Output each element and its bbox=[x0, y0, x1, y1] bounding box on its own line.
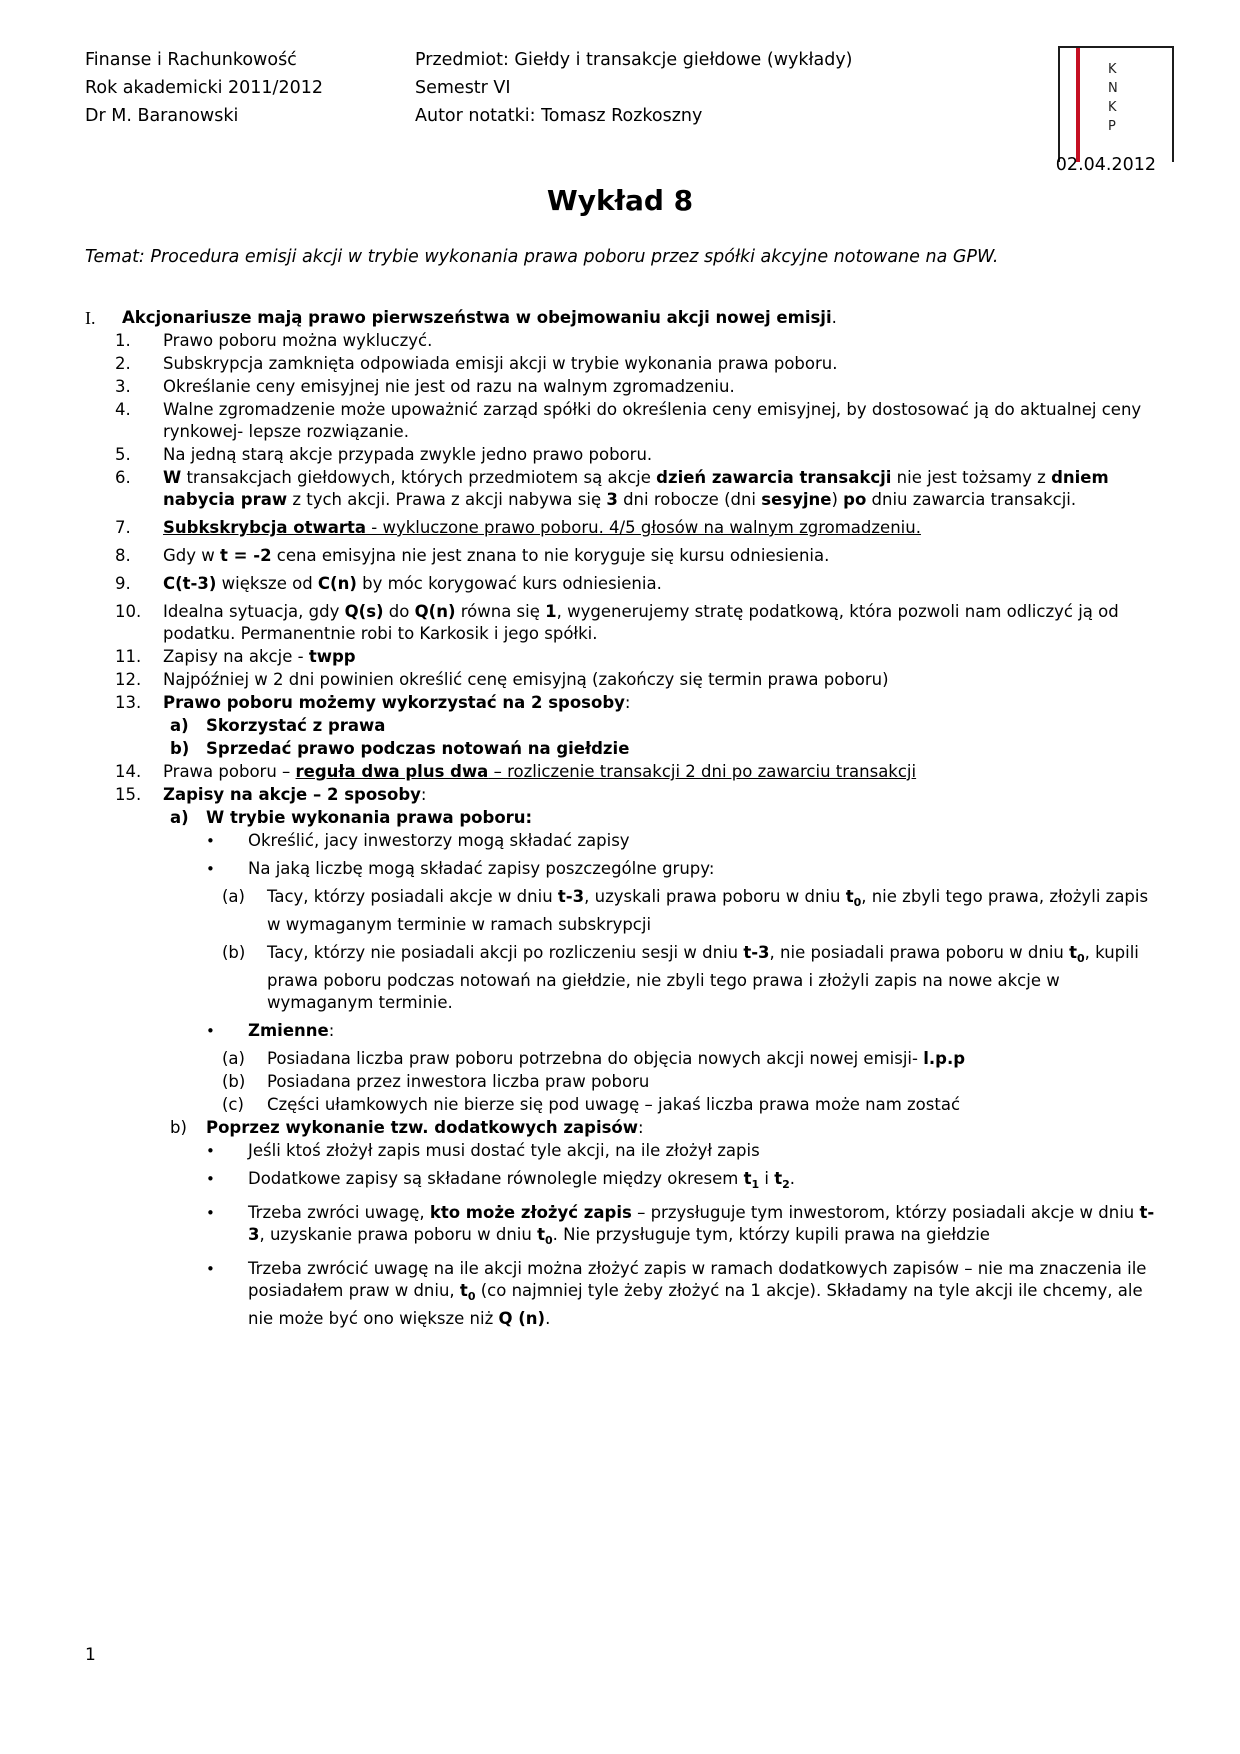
list-text bbox=[163, 784, 1160, 806]
list-text bbox=[163, 376, 1160, 398]
text-run: t-3 bbox=[248, 1203, 1155, 1244]
list-text bbox=[267, 942, 1160, 1014]
list-marker: 13. bbox=[115, 693, 142, 712]
list-item bbox=[85, 692, 1160, 714]
text-run: dniem nabycia praw bbox=[163, 468, 1109, 509]
list-marker: 7. bbox=[115, 518, 131, 537]
text-run: i bbox=[759, 1169, 775, 1188]
list-text bbox=[163, 353, 1160, 375]
list-item bbox=[85, 784, 1160, 806]
list-item bbox=[85, 467, 1160, 511]
list-item bbox=[85, 830, 1160, 852]
list-marker: 9. bbox=[115, 574, 131, 593]
list-text bbox=[267, 1094, 1160, 1116]
list-item bbox=[85, 715, 1160, 737]
text-run: Posiadana przez inwestora liczba praw poboru bbox=[267, 1072, 650, 1091]
knkp-logo bbox=[1058, 46, 1174, 162]
text-run: 0 bbox=[1077, 952, 1085, 965]
text-run: Walne zgromadzenie może upoważnić zarząd spółki do określenia ceny emisyjnej, by dostosować ją do aktualnej ceny rynkowej- lepsze rozwiązanie. bbox=[163, 400, 1142, 441]
bullet-marker: • bbox=[206, 832, 215, 850]
text-run: Trzeba zwróci uwagę, bbox=[248, 1203, 430, 1222]
text-run: Skorzystać z prawa bbox=[206, 716, 386, 735]
logo-red-stripe bbox=[1076, 48, 1080, 162]
text-run: W trybie wykonania prawa poboru: bbox=[206, 808, 533, 827]
list-marker: 2. bbox=[115, 354, 131, 373]
text-run: Na jaką liczbę mogą składać zapisy poszczególne grupy: bbox=[248, 859, 715, 878]
list-text bbox=[206, 1117, 1160, 1139]
list-text bbox=[163, 692, 1160, 714]
list-marker: b) bbox=[170, 1118, 187, 1137]
list-text bbox=[163, 761, 1160, 783]
text-run: t bbox=[743, 1169, 752, 1188]
semester-line: Semestr VI bbox=[415, 78, 511, 98]
text-run: dzień zawarcia transakcji bbox=[656, 468, 892, 487]
text-run: 1 bbox=[751, 1178, 760, 1191]
list-item bbox=[85, 858, 1160, 880]
text-run: 2 bbox=[782, 1178, 790, 1191]
text-run: Idealna sytuacja, gdy bbox=[163, 602, 345, 621]
text-run: ) bbox=[831, 490, 844, 509]
text-run: . bbox=[545, 1309, 551, 1328]
text-run: 0 bbox=[544, 1234, 553, 1247]
list-item bbox=[85, 1168, 1160, 1196]
list-marker: (a) bbox=[222, 1049, 245, 1068]
text-run: t bbox=[845, 887, 854, 906]
text-run: Części ułamkowych nie bierze się pod uwagę – jakaś liczba prawa może nam zostać bbox=[267, 1095, 961, 1114]
list-item bbox=[85, 307, 1160, 329]
text-run: t bbox=[774, 1169, 783, 1188]
list-item bbox=[85, 1258, 1160, 1330]
text-run: cena emisyjna nie jest znana to nie koryguje się kursu odniesienia. bbox=[271, 546, 830, 565]
text-run: z tych akcji. Prawa z akcji nabywa się bbox=[287, 490, 607, 509]
list-item bbox=[85, 1140, 1160, 1162]
bullet-marker: • bbox=[206, 1170, 215, 1188]
text-run: 0 bbox=[467, 1290, 476, 1303]
text-run: większe od bbox=[216, 574, 318, 593]
text-run: równa się bbox=[455, 602, 546, 621]
text-run: : bbox=[624, 693, 631, 712]
logo-letter: N bbox=[1108, 81, 1119, 96]
list-marker: 6. bbox=[115, 468, 131, 487]
list-item bbox=[85, 807, 1160, 829]
list-item bbox=[85, 1020, 1160, 1042]
text-run: transakcjach giełdowych, których przedmiotem są akcje bbox=[181, 468, 657, 487]
list-marker: I. bbox=[85, 308, 96, 328]
list-item bbox=[85, 738, 1160, 760]
list-text bbox=[163, 517, 1160, 539]
bullet-marker: • bbox=[206, 860, 215, 878]
list-marker: a) bbox=[170, 808, 189, 827]
text-run: l.p.p bbox=[923, 1049, 966, 1068]
text-run: Prawa poboru – bbox=[163, 762, 296, 781]
text-run: (co najmniej tyle żeby złożyć na 1 akcje). Składamy na tyle akcji ile chcemy, ale nie może być ono większe niż bbox=[248, 1281, 1143, 1328]
list-text bbox=[163, 601, 1160, 645]
text-run: t bbox=[459, 1281, 468, 1300]
list-text bbox=[163, 467, 1160, 511]
list-marker: b) bbox=[170, 739, 190, 758]
text-run: Q (n) bbox=[498, 1309, 546, 1328]
list-text bbox=[163, 399, 1160, 443]
text-run: . bbox=[831, 308, 837, 327]
lecture-date: 02.04.2012 bbox=[1055, 155, 1156, 175]
text-run: dni robocze (dni bbox=[617, 490, 762, 509]
list-marker: a) bbox=[170, 716, 189, 735]
text-run: 3 bbox=[606, 490, 618, 509]
list-marker: (a) bbox=[222, 887, 245, 906]
list-marker: (b) bbox=[222, 943, 246, 962]
text-run: W bbox=[163, 468, 182, 487]
header-left-block bbox=[85, 46, 323, 130]
list-marker: 14. bbox=[115, 762, 142, 781]
bullet-marker: • bbox=[206, 1022, 215, 1040]
list-marker: 3. bbox=[115, 377, 131, 396]
text-run: Tacy, którzy nie posiadali akcji po rozliczeniu sesji w dniu bbox=[267, 943, 744, 962]
text-run: dniu zawarcia transakcji. bbox=[866, 490, 1077, 509]
list-item bbox=[85, 517, 1160, 539]
list-marker: 10. bbox=[115, 602, 142, 621]
list-text bbox=[163, 669, 1160, 691]
text-run: Q(n) bbox=[414, 602, 456, 621]
text-run: Posiadana liczba praw poboru potrzebna do objęcia nowych akcji nowej emisji- bbox=[267, 1049, 924, 1068]
bullet-marker: • bbox=[206, 1260, 215, 1278]
list-item bbox=[85, 573, 1160, 595]
academic-year: Rok akademicki 2011/2012 bbox=[85, 78, 323, 98]
list-marker: 5. bbox=[115, 445, 131, 464]
list-text bbox=[248, 1168, 1160, 1196]
list-text bbox=[267, 1048, 1160, 1070]
list-marker: 4. bbox=[115, 400, 131, 419]
list-item bbox=[85, 1202, 1160, 1252]
text-run: t bbox=[537, 1225, 545, 1244]
list-text bbox=[122, 307, 1160, 329]
list-text bbox=[163, 330, 1160, 352]
text-run: . Nie przysługuje tym, którzy kupili prawa na giełdzie bbox=[552, 1225, 990, 1244]
list-item bbox=[85, 942, 1160, 1014]
list-text bbox=[206, 738, 1160, 760]
list-text bbox=[248, 1020, 1160, 1042]
logo-letter: P bbox=[1108, 119, 1117, 134]
list-item bbox=[85, 1094, 1160, 1116]
text-run: kto może złożyć zapis bbox=[429, 1203, 632, 1222]
text-run: - wykluczone prawo poboru. 4/5 głosów na walnym zgromadzeniu. bbox=[366, 518, 921, 537]
lecture-topic: Temat: Procedura emisji akcji w trybie wykonania prawa poboru przez spółki akcyjne notowane na GPW. bbox=[85, 247, 999, 267]
text-run: Q(s) bbox=[344, 602, 384, 621]
text-run: po bbox=[843, 490, 867, 509]
text-run: Sprzedać prawo podczas notowań na giełdzie bbox=[206, 739, 630, 758]
list-text bbox=[248, 1202, 1160, 1252]
list-text bbox=[163, 646, 1160, 668]
text-run: , nie zbyli tego prawa, złożyli zapis w wymaganym terminie w ramach subskrypcji bbox=[267, 887, 1149, 934]
text-run: , uzyskanie prawa poboru w dniu bbox=[259, 1225, 538, 1244]
bullet-marker: • bbox=[206, 1142, 215, 1160]
text-run: , kupili prawa poboru podczas notowań na giełdzie, nie zbyli tego prawa i złożyli zapis na nowe akcje w wymaganym terminie. bbox=[267, 943, 1139, 1012]
text-run: , nie posiadali prawa poboru w dniu bbox=[769, 943, 1070, 962]
list-text bbox=[267, 1071, 1160, 1093]
logo-letter: K bbox=[1108, 100, 1118, 115]
text-run: Zapisy na akcje – 2 sposoby bbox=[163, 785, 421, 804]
text-run: : bbox=[638, 1118, 644, 1137]
text-run: Zapisy na akcje - bbox=[163, 647, 309, 666]
text-run: nie jest tożsamy z bbox=[891, 468, 1052, 487]
text-run: Poprzez wykonanie tzw. dodatkowych zapisów bbox=[206, 1118, 639, 1137]
list-text bbox=[163, 545, 1160, 567]
bullet-marker: • bbox=[206, 1204, 215, 1222]
list-marker: 11. bbox=[115, 647, 142, 666]
text-run: Określić, jacy inwestorzy mogą składać zapisy bbox=[248, 831, 630, 850]
text-run: Tacy, którzy posiadali akcje w dniu bbox=[267, 887, 558, 906]
text-run: reguła dwa plus dwa bbox=[295, 762, 489, 781]
text-run: : bbox=[328, 1021, 335, 1040]
text-run: sesyjne bbox=[761, 490, 832, 509]
list-item bbox=[85, 646, 1160, 668]
list-marker: 12. bbox=[115, 670, 142, 689]
text-run: Akcjonariusze mają prawo pierwszeństwa w obejmowaniu akcji nowej emisji bbox=[122, 308, 832, 327]
text-run: C(n) bbox=[317, 574, 357, 593]
list-marker: (b) bbox=[222, 1072, 246, 1091]
subject-line: Przedmiot: Giełdy i transakcje giełdowe (wykłady) bbox=[415, 50, 853, 70]
text-run: do bbox=[383, 602, 415, 621]
list-item bbox=[85, 353, 1160, 375]
course-name: Finanse i Rachunkowość bbox=[85, 50, 297, 70]
list-item bbox=[85, 399, 1160, 443]
lecturer-name: Dr M. Baranowski bbox=[85, 106, 239, 126]
list-text bbox=[163, 444, 1160, 466]
logo-letters bbox=[1108, 60, 1119, 136]
list-item bbox=[85, 444, 1160, 466]
list-item bbox=[85, 376, 1160, 398]
text-run: – przysługuje tym inwestorom, którzy posiadali akcje w dniu bbox=[631, 1203, 1140, 1222]
list-text bbox=[248, 1258, 1160, 1330]
list-marker: 1. bbox=[115, 331, 131, 350]
text-run: t-3 bbox=[557, 887, 585, 906]
list-text bbox=[248, 858, 1160, 880]
text-run: . bbox=[789, 1169, 796, 1188]
text-run: – rozliczenie transakcji 2 dni po zawarciu transakcji bbox=[488, 762, 917, 781]
text-run: 1 bbox=[545, 602, 557, 621]
text-run: 0 bbox=[853, 896, 862, 909]
text-run: Określanie ceny emisyjnej nie jest od razu na walnym zgromadzeniu. bbox=[163, 377, 735, 396]
list-text bbox=[248, 830, 1160, 852]
page-number: 1 bbox=[85, 1645, 96, 1665]
text-run: Gdy w bbox=[163, 546, 221, 565]
text-run: Najpóźniej w 2 dni powinien określić cenę emisyjną (zakończy się termin prawa poboru) bbox=[163, 670, 889, 689]
list-item bbox=[85, 330, 1160, 352]
text-run: Trzeba zwrócić uwagę na ile akcji można złożyć zapis w ramach dodatkowych zapisów – nie ma znaczenia ile posiadałem praw w dniu, bbox=[248, 1259, 1147, 1300]
text-run: twpp bbox=[308, 647, 356, 666]
text-run: Prawo poboru można wykluczyć. bbox=[163, 331, 433, 350]
list-text bbox=[206, 807, 1160, 829]
list-item bbox=[85, 545, 1160, 567]
logo-letter: K bbox=[1108, 62, 1118, 77]
text-run: Subkskrybcja otwarta bbox=[163, 518, 366, 537]
text-run: Zmienne bbox=[248, 1021, 329, 1040]
list-item bbox=[85, 886, 1160, 936]
text-run: t bbox=[1069, 943, 1078, 962]
list-item bbox=[85, 601, 1160, 645]
list-item bbox=[85, 1071, 1160, 1093]
text-run: , wygenerujemy stratę podatkową, która pozwoli nam odliczyć ją od podatku. Permanentnie robi to Karkosik i jego spółki. bbox=[163, 602, 1119, 643]
list-item bbox=[85, 1048, 1160, 1070]
list-text bbox=[163, 573, 1160, 595]
page-title: Wykład 8 bbox=[546, 184, 694, 217]
author-line: Autor notatki: Tomasz Rozkoszny bbox=[415, 106, 703, 126]
text-run: , uzyskali prawa poboru w dniu bbox=[584, 887, 846, 906]
list-text bbox=[267, 886, 1160, 936]
text-run: Na jedną starą akcje przypada zwykle jedno prawo poboru. bbox=[163, 445, 653, 464]
text-run: Subskrypcja zamknięta odpowiada emisji akcji w trybie wykonania prawa poboru. bbox=[163, 354, 838, 373]
text-run: Prawo poboru możemy wykorzystać na 2 sposoby bbox=[163, 693, 625, 712]
list-item bbox=[85, 761, 1160, 783]
list-marker: 8. bbox=[115, 546, 131, 565]
list-text bbox=[248, 1140, 1160, 1162]
text-run: : bbox=[420, 785, 427, 804]
list-item bbox=[85, 1117, 1160, 1139]
text-run: by móc korygować kurs odniesienia. bbox=[356, 574, 662, 593]
notes-outline bbox=[85, 307, 1160, 1331]
text-run: C(t-3) bbox=[163, 574, 217, 593]
header-center-block bbox=[415, 46, 853, 130]
text-run: Jeśli ktoś złożył zapis musi dostać tyle akcji, na ile złożył zapis bbox=[248, 1141, 760, 1160]
text-run: t-3 bbox=[743, 943, 770, 962]
list-marker: 15. bbox=[115, 785, 142, 804]
list-item bbox=[85, 669, 1160, 691]
text-run: t = -2 bbox=[220, 546, 272, 565]
list-marker: (c) bbox=[222, 1095, 244, 1114]
list-text bbox=[206, 715, 1160, 737]
text-run: Dodatkowe zapisy są składane równolegle między okresem bbox=[248, 1169, 744, 1188]
